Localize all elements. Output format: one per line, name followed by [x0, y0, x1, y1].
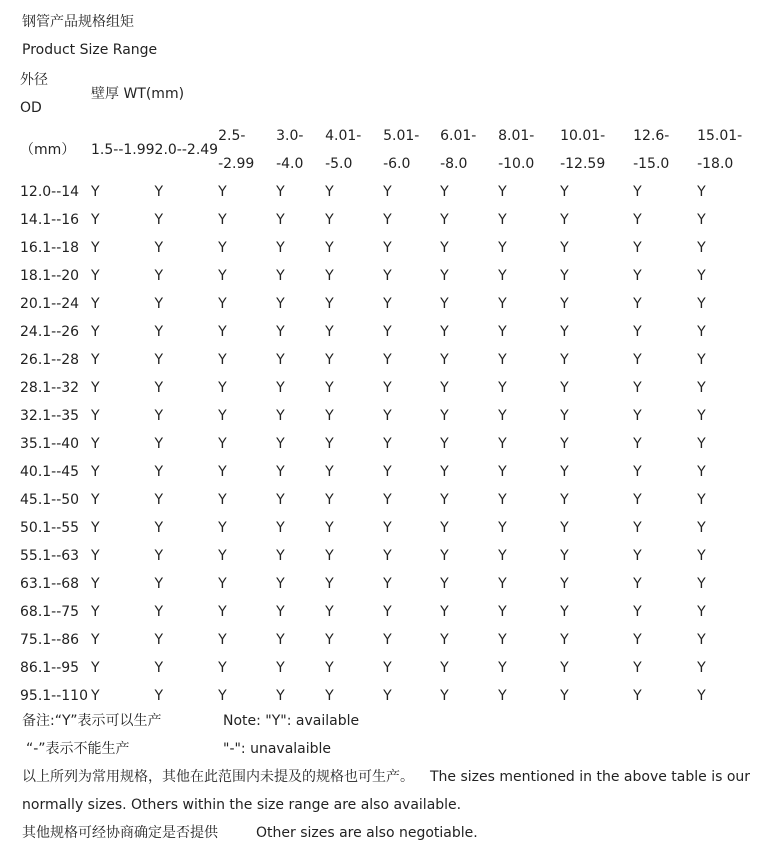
od-range-cell: 75.1--86 — [20, 632, 80, 648]
availability-cell: Y — [633, 688, 642, 704]
availability-cell: Y — [633, 660, 642, 676]
table-row — [20, 318, 742, 346]
availability-cell: Y — [383, 436, 392, 452]
availability-cell: Y — [91, 688, 100, 704]
availability-cell: Y — [697, 352, 706, 368]
table-row — [20, 374, 742, 402]
od-range-cell: 24.1--26 — [20, 324, 80, 340]
availability-cell: Y — [560, 240, 569, 256]
availability-cell: Y — [498, 268, 507, 284]
availability-cell: Y — [154, 604, 164, 620]
availability-cell: Y — [325, 324, 334, 340]
wt-range-start: 10.01- — [560, 128, 606, 144]
availability-cell: Y — [560, 660, 569, 676]
availability-cell: Y — [154, 464, 164, 480]
availability-cell: Y — [383, 548, 392, 564]
availability-cell: Y — [697, 688, 706, 704]
availability-cell: Y — [633, 576, 642, 592]
page-title-en: Product Size Range — [22, 42, 158, 58]
availability-cell: Y — [276, 240, 285, 256]
availability-cell: Y — [440, 436, 449, 452]
availability-cell: Y — [633, 352, 642, 368]
availability-cell: Y — [633, 604, 642, 620]
availability-cell: Y — [325, 184, 334, 200]
table-row — [20, 654, 742, 682]
wt-column-header — [697, 122, 742, 178]
availability-cell: Y — [91, 576, 100, 592]
availability-cell: Y — [218, 296, 227, 312]
availability-cell: Y — [91, 212, 100, 228]
availability-cell: Y — [276, 436, 285, 452]
availability-cell: Y — [383, 464, 392, 480]
availability-cell: Y — [560, 184, 569, 200]
table-row — [20, 206, 742, 234]
availability-cell: Y — [440, 240, 449, 256]
availability-cell: Y — [498, 380, 507, 396]
para1-cn: 以上所列为常用规格，其他在此范围内未提及的规格也可生产。 — [22, 769, 414, 785]
availability-cell: Y — [498, 520, 507, 536]
wt-range-start: 15.01- — [697, 128, 743, 144]
availability-cell: Y — [218, 464, 227, 480]
availability-cell: Y — [633, 464, 642, 480]
para1-en-b: normally sizes. Others within the size range are also available. — [22, 797, 462, 813]
availability-cell: Y — [498, 688, 507, 704]
availability-cell: Y — [560, 576, 569, 592]
od-range-cell: 14.1--16 — [20, 212, 80, 228]
availability-cell: Y — [697, 268, 706, 284]
availability-cell: Y — [218, 380, 227, 396]
availability-cell: Y — [560, 464, 569, 480]
availability-cell: Y — [325, 548, 334, 564]
availability-cell: Y — [383, 240, 392, 256]
wt-column-header — [218, 122, 276, 178]
availability-cell: Y — [498, 548, 507, 564]
wt-range-end: -5.0 — [325, 156, 353, 172]
availability-cell: Y — [498, 660, 507, 676]
availability-cell: Y — [154, 268, 164, 284]
availability-cell: Y — [633, 380, 642, 396]
availability-cell: Y — [560, 296, 569, 312]
availability-cell: Y — [383, 212, 392, 228]
od-range-cell: 28.1--32 — [20, 380, 80, 396]
availability-cell: Y — [697, 240, 706, 256]
wt-range-end: -8.0 — [440, 156, 468, 172]
wt-column-header — [91, 122, 155, 178]
table-row — [20, 514, 742, 542]
availability-cell: Y — [498, 352, 507, 368]
availability-cell: Y — [218, 212, 227, 228]
wt-label: 壁厚 WT(mm) — [91, 86, 185, 102]
table-row — [20, 682, 742, 710]
wt-range-end: -18.0 — [697, 156, 734, 172]
availability-cell: Y — [218, 604, 227, 620]
availability-cell: Y — [154, 324, 164, 340]
availability-cell: Y — [697, 212, 706, 228]
availability-cell: Y — [697, 184, 706, 200]
availability-cell: Y — [276, 464, 285, 480]
table-row — [20, 542, 742, 570]
wt-header-row — [20, 122, 742, 178]
availability-cell: Y — [697, 324, 706, 340]
wt-range-end: -10.0 — [498, 156, 535, 172]
od-range-cell: 50.1--55 — [20, 520, 80, 536]
availability-cell: Y — [498, 436, 507, 452]
availability-cell: Y — [440, 576, 449, 592]
availability-cell: Y — [633, 520, 642, 536]
availability-cell: Y — [498, 184, 507, 200]
availability-cell: Y — [91, 660, 100, 676]
availability-cell: Y — [440, 548, 449, 564]
table-row — [20, 346, 742, 374]
od-label-en: OD — [20, 100, 42, 116]
availability-cell: Y — [440, 380, 449, 396]
availability-cell: Y — [440, 352, 449, 368]
availability-cell: Y — [218, 436, 227, 452]
availability-cell: Y — [383, 492, 392, 508]
availability-cell: Y — [91, 464, 100, 480]
availability-cell: Y — [633, 296, 642, 312]
od-range-cell: 40.1--45 — [20, 464, 80, 480]
availability-cell: Y — [383, 604, 392, 620]
availability-cell: Y — [440, 688, 449, 704]
wt-range-end: -6.0 — [383, 156, 411, 172]
availability-cell: Y — [91, 436, 100, 452]
availability-cell: Y — [325, 492, 334, 508]
availability-cell: Y — [383, 380, 392, 396]
availability-cell: Y — [633, 240, 642, 256]
wt-range-end: -12.59 — [560, 156, 606, 172]
availability-cell: Y — [325, 576, 334, 592]
header-row-1 — [20, 66, 742, 94]
availability-cell: Y — [560, 604, 569, 620]
availability-cell: Y — [498, 576, 507, 592]
availability-cell: Y — [440, 184, 449, 200]
od-range-cell: 16.1--18 — [20, 240, 80, 256]
availability-cell: Y — [383, 632, 392, 648]
availability-cell: Y — [91, 492, 100, 508]
availability-cell: Y — [383, 688, 392, 704]
od-unit: （mm） — [20, 142, 76, 158]
availability-cell: Y — [325, 352, 334, 368]
availability-cell: Y — [325, 436, 334, 452]
wt-column-header — [633, 122, 697, 178]
availability-cell: Y — [633, 184, 642, 200]
availability-cell: Y — [440, 296, 449, 312]
availability-cell: Y — [383, 520, 392, 536]
od-range-cell: 63.1--68 — [20, 576, 80, 592]
availability-cell: Y — [498, 632, 507, 648]
availability-cell: Y — [498, 240, 507, 256]
availability-cell: Y — [276, 408, 285, 424]
availability-cell: Y — [697, 492, 706, 508]
availability-cell: Y — [154, 212, 164, 228]
od-range-cell: 45.1--50 — [20, 492, 80, 508]
availability-cell: Y — [218, 688, 227, 704]
availability-cell: Y — [697, 604, 706, 620]
availability-cell: Y — [560, 268, 569, 284]
table-row — [20, 290, 742, 318]
wt-range-start: 2.5- — [218, 128, 246, 144]
wt-column-header — [440, 122, 498, 178]
availability-cell: Y — [383, 296, 392, 312]
availability-cell: Y — [154, 632, 164, 648]
para2-en: Other sizes are also negotiable. — [256, 825, 478, 841]
availability-cell: Y — [697, 632, 706, 648]
availability-cell: Y — [498, 492, 507, 508]
availability-cell: Y — [276, 268, 285, 284]
availability-cell: Y — [697, 436, 706, 452]
availability-cell: Y — [218, 268, 227, 284]
availability-cell: Y — [154, 688, 164, 704]
availability-cell: Y — [498, 464, 507, 480]
availability-cell: Y — [218, 184, 227, 200]
note1-en: Note: "Y": available — [223, 713, 360, 729]
availability-cell: Y — [697, 380, 706, 396]
availability-cell: Y — [440, 604, 449, 620]
availability-cell: Y — [325, 212, 334, 228]
availability-cell: Y — [154, 380, 164, 396]
wt-range-end: 1.5--1.99 — [91, 142, 155, 158]
availability-cell: Y — [633, 212, 642, 228]
availability-cell: Y — [154, 240, 164, 256]
od-range-cell: 18.1--20 — [20, 268, 80, 284]
table-row — [20, 598, 742, 626]
wt-column-header — [560, 122, 633, 178]
availability-cell: Y — [276, 548, 285, 564]
wt-range-start: 8.01- — [498, 128, 535, 144]
availability-cell: Y — [154, 660, 164, 676]
availability-cell: Y — [154, 436, 164, 452]
availability-cell: Y — [154, 520, 164, 536]
availability-cell: Y — [91, 520, 100, 536]
availability-cell: Y — [325, 632, 334, 648]
availability-cell: Y — [276, 296, 285, 312]
availability-cell: Y — [218, 660, 227, 676]
wt-range-end: -4.0 — [276, 156, 304, 172]
availability-cell: Y — [276, 632, 285, 648]
availability-cell: Y — [440, 268, 449, 284]
availability-cell: Y — [218, 520, 227, 536]
page-title-cn: 钢管产品规格组矩 — [22, 14, 134, 30]
availability-cell: Y — [154, 492, 164, 508]
availability-cell: Y — [560, 212, 569, 228]
availability-cell: Y — [383, 184, 392, 200]
availability-cell: Y — [276, 520, 285, 536]
availability-cell: Y — [633, 492, 642, 508]
availability-cell: Y — [91, 632, 100, 648]
availability-cell: Y — [276, 184, 285, 200]
availability-cell: Y — [498, 408, 507, 424]
availability-cell: Y — [325, 408, 334, 424]
wt-column-header — [325, 122, 383, 178]
availability-cell: Y — [91, 240, 100, 256]
wt-column-header — [383, 122, 440, 178]
para1-en-a: The sizes mentioned in the above table is our — [430, 769, 751, 785]
availability-cell: Y — [325, 688, 334, 704]
availability-cell: Y — [276, 492, 285, 508]
availability-cell: Y — [218, 352, 227, 368]
note1-cn: 备注:“Y”表示可以生产 — [22, 713, 162, 729]
table-row — [20, 402, 742, 430]
availability-cell: Y — [383, 352, 392, 368]
availability-cell: Y — [276, 660, 285, 676]
availability-cell: Y — [633, 324, 642, 340]
wt-range-start: 12.6- — [633, 128, 670, 144]
availability-cell: Y — [440, 520, 449, 536]
note2-cn: “-”表示不能生产 — [26, 741, 130, 757]
availability-cell: Y — [91, 604, 100, 620]
availability-cell: Y — [383, 576, 392, 592]
availability-cell: Y — [633, 268, 642, 284]
availability-cell: Y — [560, 548, 569, 564]
wt-range-end: -15.0 — [633, 156, 670, 172]
availability-cell: Y — [325, 604, 334, 620]
table-row — [20, 626, 742, 654]
availability-cell: Y — [325, 240, 334, 256]
availability-cell: Y — [276, 352, 285, 368]
table-row — [20, 262, 742, 290]
availability-cell: Y — [560, 688, 569, 704]
availability-cell: Y — [325, 268, 334, 284]
availability-cell: Y — [383, 268, 392, 284]
availability-cell: Y — [325, 520, 334, 536]
availability-cell: Y — [154, 408, 164, 424]
availability-cell: Y — [560, 520, 569, 536]
availability-cell: Y — [154, 296, 164, 312]
wt-range-end: -2.99 — [218, 156, 255, 172]
availability-cell: Y — [325, 296, 334, 312]
availability-cell: Y — [560, 324, 569, 340]
availability-cell: Y — [560, 632, 569, 648]
availability-cell: Y — [218, 408, 227, 424]
availability-cell: Y — [498, 212, 507, 228]
availability-cell: Y — [633, 548, 642, 564]
availability-cell: Y — [697, 408, 706, 424]
availability-cell: Y — [498, 324, 507, 340]
wt-column-header — [155, 122, 219, 178]
od-range-cell: 95.1--110 — [20, 688, 88, 704]
availability-cell: Y — [440, 212, 449, 228]
availability-cell: Y — [697, 520, 706, 536]
availability-cell: Y — [440, 464, 449, 480]
wt-range-start: 4.01- — [325, 128, 362, 144]
availability-cell: Y — [154, 184, 164, 200]
availability-cell: Y — [440, 632, 449, 648]
od-range-cell: 26.1--28 — [20, 352, 80, 368]
availability-cell: Y — [440, 660, 449, 676]
availability-cell: Y — [697, 548, 706, 564]
table-row — [20, 234, 742, 262]
availability-cell: Y — [560, 352, 569, 368]
od-range-cell: 32.1--35 — [20, 408, 80, 424]
table-row — [20, 486, 742, 514]
availability-cell: Y — [560, 436, 569, 452]
size-range-table — [20, 66, 742, 710]
od-range-cell: 35.1--40 — [20, 436, 80, 452]
availability-cell: Y — [218, 492, 227, 508]
od-range-cell: 20.1--24 — [20, 296, 80, 312]
availability-cell: Y — [633, 408, 642, 424]
wt-range-end: 2.0--2.49 — [154, 142, 219, 158]
availability-cell: Y — [560, 380, 569, 396]
availability-cell: Y — [697, 576, 706, 592]
table-row — [20, 570, 742, 598]
availability-cell: Y — [91, 380, 100, 396]
availability-cell: Y — [440, 492, 449, 508]
availability-cell: Y — [154, 548, 164, 564]
availability-cell: Y — [498, 604, 507, 620]
table-row — [20, 458, 742, 486]
availability-cell: Y — [383, 408, 392, 424]
od-range-cell: 68.1--75 — [20, 604, 80, 620]
availability-cell: Y — [218, 548, 227, 564]
availability-cell: Y — [91, 548, 100, 564]
availability-cell: Y — [697, 296, 706, 312]
availability-cell: Y — [383, 660, 392, 676]
od-range-cell: 12.0--14 — [20, 184, 80, 200]
wt-column-header — [276, 122, 325, 178]
availability-cell: Y — [91, 268, 100, 284]
availability-cell: Y — [154, 352, 164, 368]
availability-cell: Y — [440, 324, 449, 340]
wt-range-start: 5.01- — [383, 128, 420, 144]
availability-cell: Y — [633, 632, 642, 648]
availability-cell: Y — [218, 240, 227, 256]
availability-cell: Y — [218, 576, 227, 592]
availability-cell: Y — [325, 380, 334, 396]
od-label-cn: 外径 — [20, 72, 48, 88]
availability-cell: Y — [154, 576, 164, 592]
availability-cell: Y — [91, 408, 100, 424]
wt-column-header — [498, 122, 560, 178]
availability-cell: Y — [440, 408, 449, 424]
availability-cell: Y — [91, 184, 100, 200]
availability-cell: Y — [276, 576, 285, 592]
availability-cell: Y — [560, 408, 569, 424]
od-range-cell: 86.1--95 — [20, 660, 80, 676]
availability-cell: Y — [91, 324, 100, 340]
od-range-cell: 55.1--63 — [20, 548, 80, 564]
availability-cell: Y — [276, 604, 285, 620]
wt-range-start: 3.0- — [276, 128, 304, 144]
note2-en: "-": unavalaible — [223, 741, 332, 757]
availability-cell: Y — [383, 324, 392, 340]
availability-cell: Y — [325, 464, 334, 480]
availability-cell: Y — [498, 296, 507, 312]
availability-cell: Y — [560, 492, 569, 508]
para2-cn: 其他规格可经协商确定是否提供 — [22, 825, 218, 841]
table-row — [20, 178, 742, 206]
availability-cell: Y — [91, 352, 100, 368]
availability-cell: Y — [697, 660, 706, 676]
availability-cell: Y — [218, 632, 227, 648]
availability-cell: Y — [276, 380, 285, 396]
availability-cell: Y — [697, 464, 706, 480]
availability-cell: Y — [276, 688, 285, 704]
availability-cell: Y — [276, 324, 285, 340]
table-row — [20, 430, 742, 458]
availability-cell: Y — [276, 212, 285, 228]
availability-cell: Y — [325, 660, 334, 676]
availability-cell: Y — [91, 296, 100, 312]
wt-range-start: 6.01- — [440, 128, 477, 144]
availability-cell: Y — [218, 324, 227, 340]
availability-cell: Y — [633, 436, 642, 452]
